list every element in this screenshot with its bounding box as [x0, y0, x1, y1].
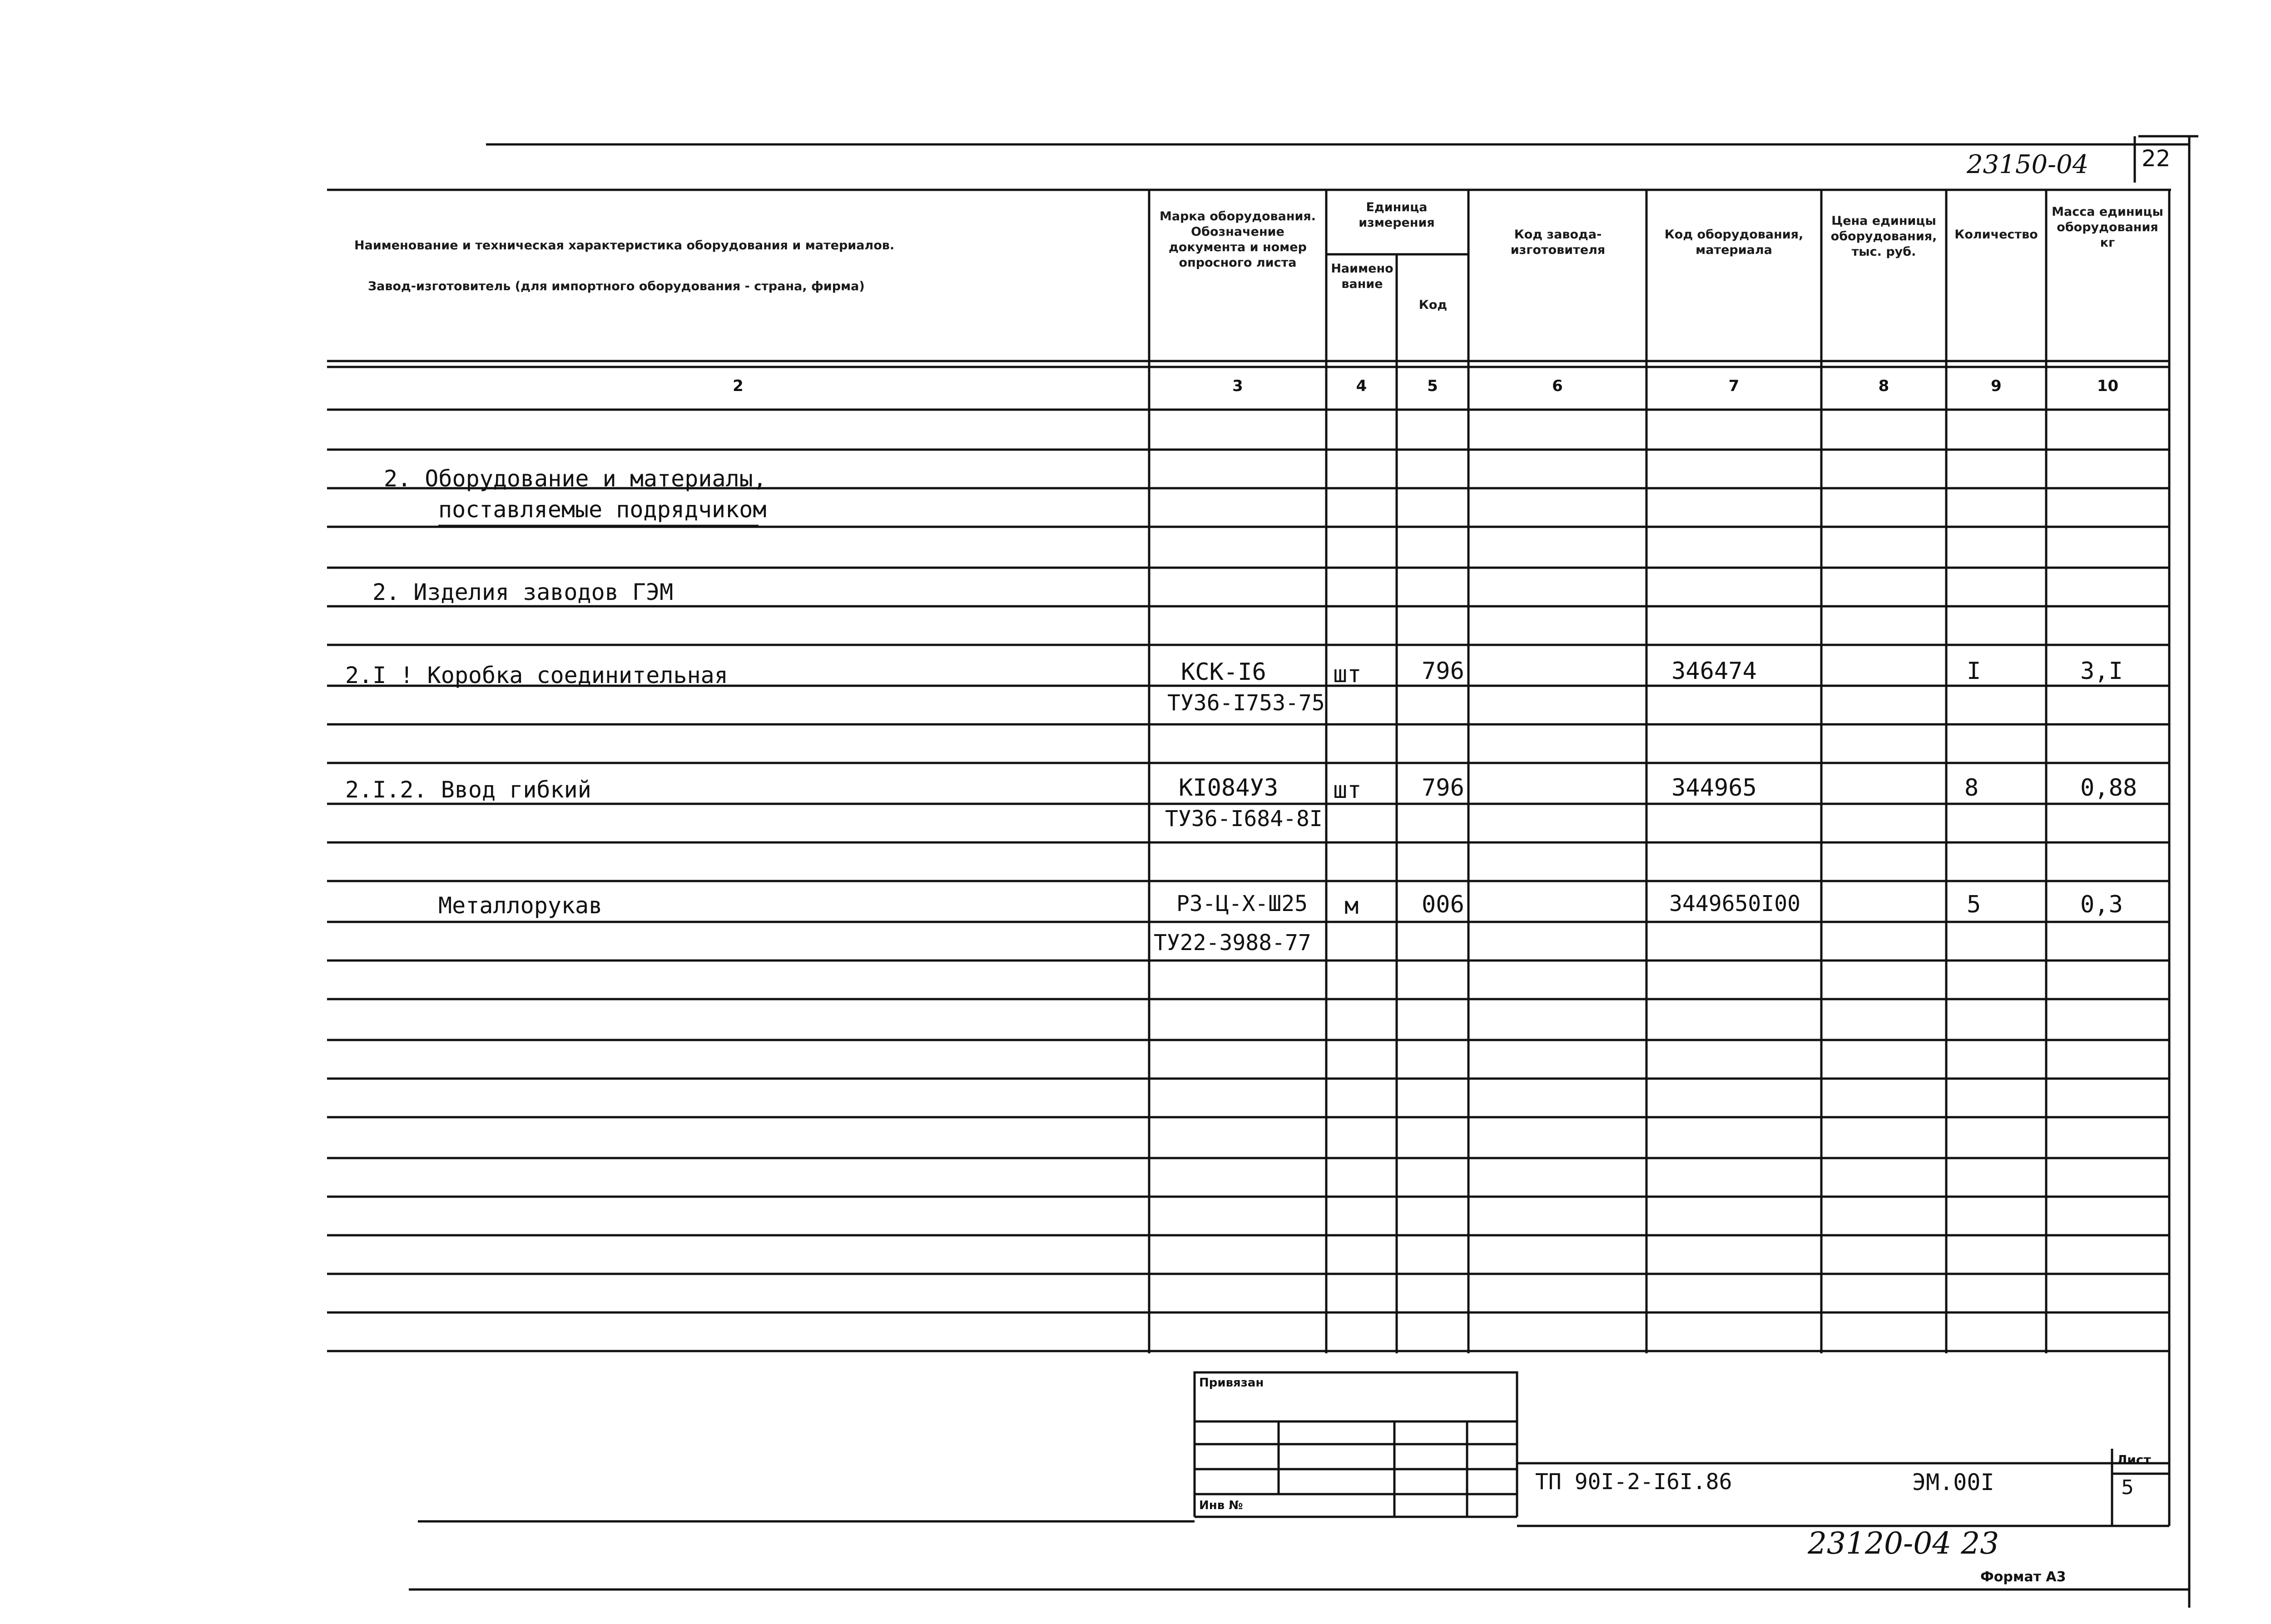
section-title-line1: 2. Оборудование и материалы, [384, 465, 767, 492]
item3-mark: Р3-Ц-Х-Ш25 [1176, 891, 1308, 916]
item1-unit-code: 796 [1422, 658, 1464, 685]
item3-unit: м [1344, 892, 1359, 920]
header-col1-line1: Наименование и техническая характеристика оборудования и материалов. [354, 238, 895, 253]
header-col10: Масса единицы оборудования кг [2052, 205, 2163, 250]
item2-unit: шт [1333, 777, 1362, 804]
format-label: Формат А3 [1980, 1569, 2066, 1585]
col-number-10: 10 [2097, 377, 2119, 395]
item1-doc: ТУ36-I753-75 [1167, 690, 1325, 716]
item1-name: 2.I ! Коробка соединительная [345, 662, 728, 688]
item1-qty: I [1967, 658, 1981, 685]
item2-name: 2.I.2. Ввод гибкий [345, 777, 591, 803]
col-number-9: 9 [1991, 377, 2002, 395]
item3-equip-code: 3449650I00 [1669, 891, 1800, 916]
stamp-privyazan: Привязан [1199, 1376, 1264, 1390]
item3-mass: 0,3 [2080, 891, 2123, 918]
col-number-3: 3 [1232, 377, 1243, 395]
stamp-list-value: 5 [2121, 1476, 2134, 1499]
header-unit-group: Единица измерения [1359, 200, 1435, 230]
item2-unit-code: 796 [1422, 774, 1464, 802]
item2-equip-code: 344965 [1671, 774, 1757, 802]
footer-handwritten-code: 23120-04 23 [1808, 1526, 1999, 1561]
stamp-inv-no: Инв № [1199, 1499, 1243, 1512]
header-col9: Количество [1954, 228, 2038, 242]
header-col1-line2: Завод-изготовитель (для импортного оборудования - страна, фирма) [368, 279, 865, 293]
corner-handwritten-code: 23150-04 [1967, 150, 2089, 179]
item2-qty: 8 [1964, 774, 1979, 802]
item3-qty: 5 [1967, 891, 1981, 918]
stamp-doc-code: ТП 90I-2-I6I.86 [1535, 1469, 1732, 1495]
sheet-number: 22 [2142, 145, 2171, 172]
col-number-7: 7 [1728, 377, 1740, 395]
item1-equip-code: 346474 [1671, 658, 1757, 685]
col-number-2: 2 [733, 377, 744, 395]
section-title-line2: поставляемые подрядчиком [438, 496, 767, 523]
header-col3: Марка оборудования. Обозначение документа и номер опросного листа [1159, 209, 1316, 270]
header-col5: Код [1418, 298, 1448, 312]
header-col6: Код завода-изготовителя [1510, 228, 1606, 257]
col-number-8: 8 [1878, 377, 1889, 395]
item3-unit-code: 006 [1422, 891, 1464, 918]
header-col7: Код оборудования, материала [1664, 228, 1804, 257]
item2-mass: 0,88 [2080, 774, 2137, 802]
header-col8: Цена единицы оборудования, тыс. руб. [1830, 214, 1937, 259]
item1-unit: шт [1333, 661, 1362, 688]
col-number-6: 6 [1552, 377, 1563, 395]
col-number-4: 4 [1356, 377, 1367, 395]
stamp-list-label: Лист [2117, 1452, 2151, 1467]
item1-mark: КСК-I6 [1181, 659, 1266, 686]
item2-mark: КI084У3 [1179, 774, 1279, 802]
item2-doc: ТУ36-I684-8I [1165, 806, 1323, 832]
col-number-5: 5 [1427, 377, 1438, 395]
header-col4: Наименование [1331, 262, 1393, 291]
stamp-section-code: ЭМ.00I [1912, 1469, 1994, 1495]
item3-doc: ТУ22-3988-77 [1154, 930, 1311, 956]
item1-mass: 3,I [2080, 658, 2123, 685]
item3-name: Металлорукав [438, 892, 603, 919]
subsection-title: 2. Изделия заводов ГЭМ [372, 579, 674, 605]
